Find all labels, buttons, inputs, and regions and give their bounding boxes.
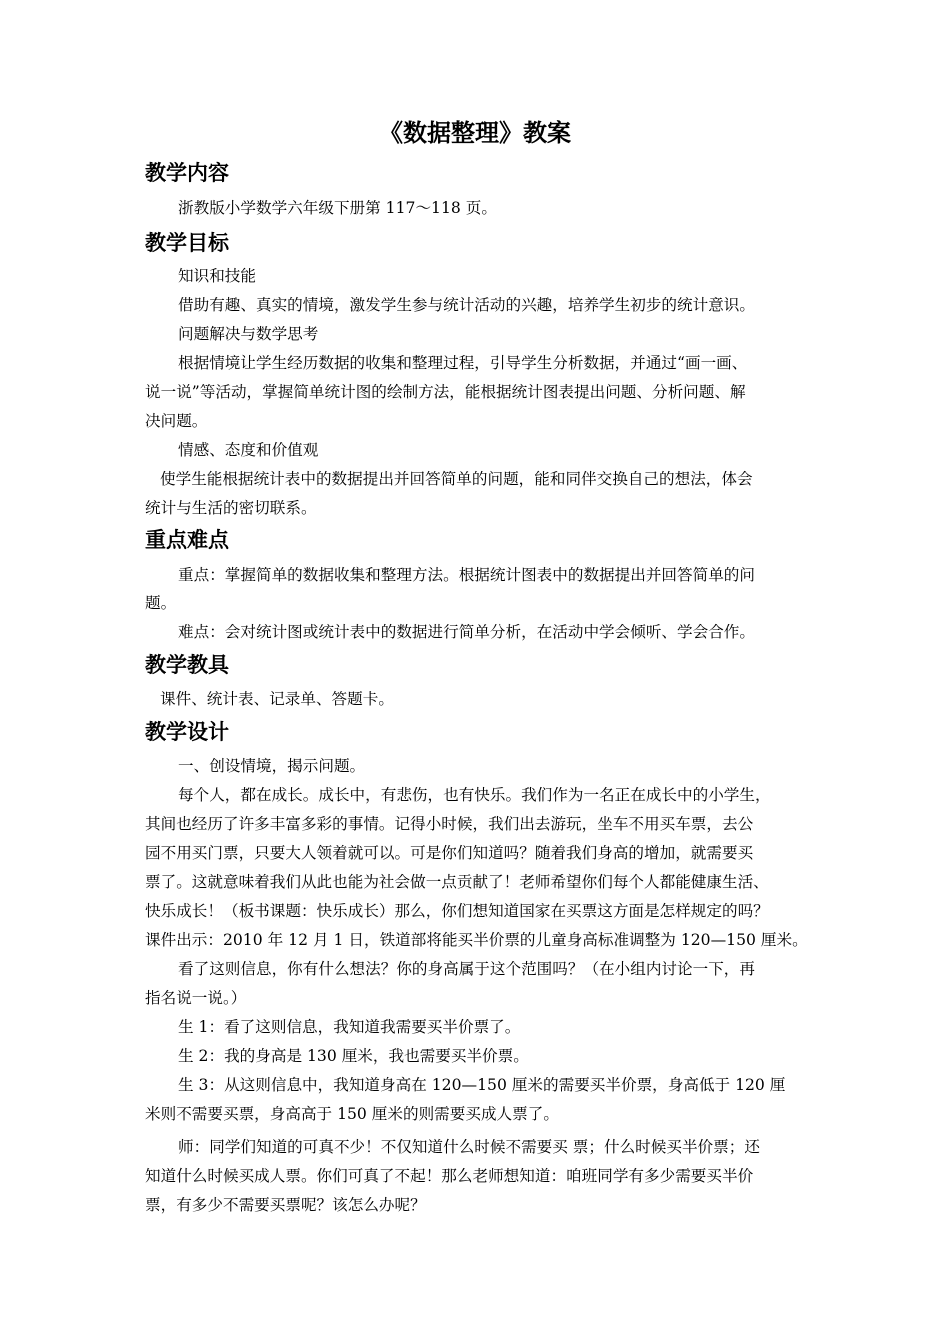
design-paragraph-line: 每个人，都在成长。成长中，有悲伤，也有快乐。我们作为一名正在成长中的小学生， — [178, 786, 771, 804]
key-point-line: 重点：掌握简单的数据收集和整理方法。根据统计图表中的数据提出并回答简单的问 — [178, 566, 755, 584]
design-paragraph-line: 快乐成长！（板书课题：快乐成长）那么，你们想知道国家在买票这方面是怎样规定的吗？ — [145, 902, 769, 920]
goal-attitude-line: 使学生能根据统计表中的数据提出并回答简单的问题，能和同伴交换自己的想法，体会 — [160, 470, 753, 488]
goal-thinking-line: 决问题。 — [145, 412, 208, 430]
teacher-line: 知道什么时候买成人票。你们可真了不起！那么老师想知道：咱班同学有多少需要买半价 — [145, 1167, 754, 1185]
design-step-one: 一、创设情境，揭示问题。 — [178, 757, 366, 775]
goal-knowledge-text: 借助有趣、真实的情境，激发学生参与统计活动的兴趣，培养学生初步的统计意识。 — [178, 296, 755, 314]
design-paragraph-line: 票了。这就意味着我们从此也能为社会做一点贡献了！老师希望你们每个人都能健康生活、 — [145, 873, 769, 891]
design-paragraph-line: 课件出示：2010 年 12 月 1 日，铁道部将能买半价票的儿童身高标准调整为 120—150 厘米。 — [145, 931, 808, 949]
student-answer-1: 生 1：看了这则信息，我知道我需要买半价票了。 — [178, 1018, 521, 1036]
teacher-line: 师：同学们知道的可真不少！不仅知道什么时候不需要买 票；什么时候买半价票；还 — [178, 1138, 760, 1156]
document-title: 《数据整理》教案 — [379, 119, 571, 147]
teacher-line: 票，有多少不需要买票呢？该怎么办呢？ — [145, 1196, 426, 1214]
heading-key-points: 重点难点 — [145, 528, 229, 552]
design-question-line: 看了这则信息，你有什么想法？你的身高属于这个范围吗？（在小组内讨论一下，再 — [178, 960, 755, 978]
heading-teaching-goals: 教学目标 — [145, 231, 229, 255]
goal-thinking-line: 根据情境让学生经历数据的收集和整理过程，引导学生分析数据，并通过“画一画、 — [178, 354, 748, 372]
student-answer-3-line: 米则不需要买票，身高高于 150 厘米的则需要买成人票了。 — [145, 1105, 559, 1123]
student-answer-2: 生 2：我的身高是 130 厘米，我也需要买半价票。 — [178, 1047, 529, 1065]
heading-teaching-design: 教学设计 — [145, 720, 229, 744]
difficult-point-text: 难点：会对统计图或统计表中的数据进行简单分析，在活动中学会倾听、学会合作。 — [178, 623, 755, 641]
heading-teaching-tools: 教学教具 — [145, 653, 229, 677]
design-paragraph-line: 其间也经历了许多丰富多彩的事情。记得小时候，我们出去游玩，坐车不用买车票，去公 — [145, 815, 754, 833]
design-paragraph-line: 园不用买门票，只要大人领着就可以。可是你们知道吗？随着我们身高的增加，就需要买 — [145, 844, 754, 862]
goal-attitude-line: 统计与生活的密切联系。 — [145, 499, 317, 517]
key-point-line: 题。 — [145, 594, 177, 612]
goal-subheading-attitude: 情感、态度和价值观 — [178, 441, 319, 459]
goal-subheading-thinking: 问题解决与数学思考 — [178, 325, 319, 343]
design-question-line: 指名说一说。） — [145, 989, 247, 1007]
teaching-tools-text: 课件、统计表、记录单、答题卡。 — [160, 690, 394, 708]
teaching-content-text: 浙教版小学数学六年级下册第 117～118 页。 — [178, 199, 497, 217]
heading-teaching-content: 教学内容 — [145, 161, 229, 185]
student-answer-3-line: 生 3：从这则信息中，我知道身高在 120—150 厘米的需要买半价票，身高低于 120 厘 — [178, 1076, 786, 1094]
goal-thinking-line: 说一说”等活动，掌握简单统计图的绘制方法，能根据统计图表提出问题、分析问题、解 — [145, 383, 746, 401]
goal-subheading-knowledge: 知识和技能 — [178, 267, 256, 285]
